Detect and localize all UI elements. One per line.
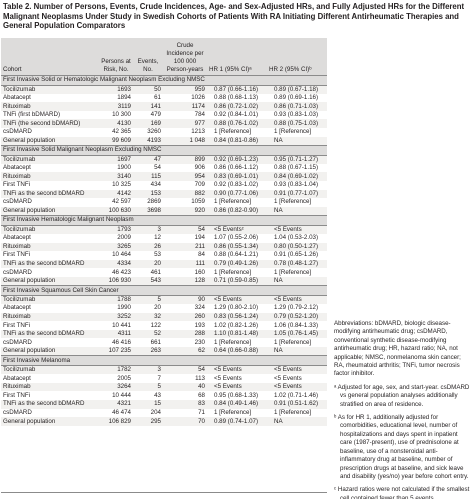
cell-hr1: 0.90 (0.77-1.06) <box>207 190 267 199</box>
cell-hr1: <5 Events <box>207 383 267 392</box>
cell-events: 7 <box>133 374 163 383</box>
section-header-row <box>1 75 327 85</box>
cell-persons: 1900 <box>99 164 133 173</box>
cell-hr2: 0.86 (0.71-1.03) <box>267 102 327 111</box>
table-row <box>1 198 327 207</box>
cell-crude-incidence: 1026 <box>163 94 207 103</box>
cell-hr2: 0.89 (0.69-1.16) <box>267 94 327 103</box>
cell-persons: 1782 <box>99 366 133 375</box>
cell-hr1: 0.86 (0.72-1.02) <box>207 102 267 111</box>
cell-cohort: General population <box>1 137 99 146</box>
table-row <box>1 164 327 173</box>
cell-events: 3260 <box>133 128 163 137</box>
table-row <box>1 400 327 409</box>
cell-crude-incidence: 70 <box>163 417 207 426</box>
cell-persons: 4334 <box>99 260 133 269</box>
cell-events: 122 <box>133 321 163 330</box>
cell-crude-incidence: 920 <box>163 207 207 216</box>
cell-events: 295 <box>133 417 163 426</box>
cell-events: 661 <box>133 338 163 347</box>
cell-cohort: Rituximab <box>1 313 99 322</box>
cell-events: 434 <box>133 181 163 190</box>
cell-persons: 1894 <box>99 94 133 103</box>
table-row <box>1 338 327 347</box>
cell-hr1: 0.86 (0.55-1.34) <box>207 243 267 252</box>
cell-crude-incidence: 784 <box>163 111 207 120</box>
cell-events: 3 <box>133 366 163 375</box>
cell-hr1: 0.84 (0.49-1.46) <box>207 400 267 409</box>
header-crude-incidence: Crude Incidence per 100 000 Person-years <box>163 38 207 75</box>
cell-events: 43 <box>133 391 163 400</box>
cell-crude-incidence: 1174 <box>163 102 207 111</box>
cell-hr2: 0.93 (0.83-1.04) <box>267 181 327 190</box>
cell-crude-incidence: 954 <box>163 172 207 181</box>
table-title-label: Table 2. <box>3 2 32 11</box>
footnote-a: ᵃ Adjusted for age, sex, and start-year. csDMARD vs general population analyses additionally stratified on area of residence. <box>334 383 470 408</box>
cell-cohort: Rituximab <box>1 102 99 111</box>
cell-events: 26 <box>133 243 163 252</box>
cell-cohort: Abatacept <box>1 234 99 243</box>
cell-cohort: csDMARD <box>1 409 99 418</box>
cell-persons: 4321 <box>99 400 133 409</box>
cell-cohort: csDMARD <box>1 268 99 277</box>
section-title: First Invasive Solid Malignant Neoplasm Excluding NMSC <box>1 145 327 155</box>
cell-hr1: 0.88 (0.64-1.21) <box>207 251 267 260</box>
cell-persons: 107 235 <box>99 347 133 356</box>
table-row <box>1 172 327 181</box>
cell-hr2: 1 [Reference] <box>267 268 327 277</box>
cell-cohort: First TNFi <box>1 391 99 400</box>
table-row <box>1 277 327 286</box>
cell-crude-incidence: 113 <box>163 374 207 383</box>
table-row <box>1 190 327 199</box>
cell-hr1: 0.87 (0.66-1.16) <box>207 85 267 94</box>
cell-cohort: General population <box>1 277 99 286</box>
cell-persons: 3140 <box>99 172 133 181</box>
cell-persons: 1697 <box>99 155 133 164</box>
section-header-row <box>1 356 327 366</box>
cell-persons: 10 325 <box>99 181 133 190</box>
cell-persons: 42 597 <box>99 198 133 207</box>
cell-cohort: Abatacept <box>1 164 99 173</box>
header-hr2: HR 2 (95% CI)ᵇ <box>267 38 327 75</box>
cell-hr2: 1.29 (0.79-2.12) <box>267 304 327 313</box>
cell-cohort: csDMARD <box>1 128 99 137</box>
cell-crude-incidence: 906 <box>163 164 207 173</box>
cell-hr2: 0.79 (0.52-1.20) <box>267 313 327 322</box>
cell-hr1: <5 Eventsᶜ <box>207 225 267 234</box>
cell-cohort: TNFi (first bDMARD) <box>1 111 99 120</box>
table-row <box>1 94 327 103</box>
section-title: First Invasive Hematologic Malignant Neoplasm <box>1 215 327 225</box>
table-row <box>1 181 327 190</box>
table-row <box>1 330 327 339</box>
cell-cohort: General population <box>1 347 99 356</box>
section-header-row <box>1 145 327 155</box>
cell-persons: 4142 <box>99 190 133 199</box>
table-row <box>1 347 327 356</box>
cell-persons: 10 444 <box>99 391 133 400</box>
cell-persons: 2005 <box>99 374 133 383</box>
cell-hr2: NA <box>267 137 327 146</box>
cell-hr1: 0.86 (0.82-0.90) <box>207 207 267 216</box>
cell-events: 543 <box>133 277 163 286</box>
cell-persons: 3119 <box>99 102 133 111</box>
header-persons: Persons at Risk, No. <box>99 38 133 75</box>
cell-cohort: csDMARD <box>1 338 99 347</box>
table-row <box>1 268 327 277</box>
cell-crude-incidence: 1 048 <box>163 137 207 146</box>
cell-hr1: 1 [Reference] <box>207 338 267 347</box>
section-header-row <box>1 285 327 295</box>
table-title-text: Number of Persons, Events, Crude Incidences, Age- and Sex-Adjusted HRs, and Fully Adjusted HRs for the Different Malignant Neoplasms Under Study in Swedish Cohorts of Patients With RA Initiating Different Antirheumatic Therapies and General Population Comparators <box>3 2 465 31</box>
header-hr1: HR 1 (95% CI)ᵃ <box>207 38 267 75</box>
cell-hr2: 0.88 (0.67-1.15) <box>267 164 327 173</box>
cell-hr1: 0.89 (0.74-1.07) <box>207 417 267 426</box>
table-row <box>1 313 327 322</box>
cell-crude-incidence: 62 <box>163 347 207 356</box>
cell-events: 3 <box>133 225 163 234</box>
cell-hr2: 0.78 (0.48-1.27) <box>267 260 327 269</box>
cell-crude-incidence: 1213 <box>163 128 207 137</box>
cell-crude-incidence: 977 <box>163 119 207 128</box>
cell-hr2: <5 Events <box>267 383 327 392</box>
cell-persons: 4311 <box>99 330 133 339</box>
cell-hr2: 1 [Reference] <box>267 198 327 207</box>
cell-hr1: 0.88 (0.68-1.13) <box>207 94 267 103</box>
cell-events: 32 <box>133 313 163 322</box>
cell-cohort: Rituximab <box>1 383 99 392</box>
section-title: First Invasive Solid or Hematologic Malignant Neoplasm Excluding NMSC <box>1 75 327 85</box>
table-row <box>1 207 327 216</box>
cell-hr2: NA <box>267 417 327 426</box>
cell-hr2: 1 [Reference] <box>267 338 327 347</box>
cell-cohort: Tocilizumab <box>1 85 99 94</box>
table-row <box>1 102 327 111</box>
cell-events: 169 <box>133 119 163 128</box>
cell-cohort: Abatacept <box>1 94 99 103</box>
cell-hr2: 1 [Reference] <box>267 128 327 137</box>
cell-hr1: 0.83 (0.69-1.01) <box>207 172 267 181</box>
cell-cohort: General population <box>1 207 99 216</box>
cell-events: 263 <box>133 347 163 356</box>
cell-events: 61 <box>133 94 163 103</box>
cell-hr2: <5 Events <box>267 366 327 375</box>
table-body <box>1 75 327 426</box>
table-row <box>1 260 327 269</box>
table-row <box>1 391 327 400</box>
section-title: First Invasive Melanoma <box>1 356 327 366</box>
table-row <box>1 155 327 164</box>
cell-hr2: 0.93 (0.83-1.03) <box>267 111 327 120</box>
cell-persons: 3265 <box>99 243 133 252</box>
table-row <box>1 417 327 426</box>
cell-hr1: 0.84 (0.81-0.86) <box>207 137 267 146</box>
cell-hr2: 0.91 (0.65-1.26) <box>267 251 327 260</box>
cell-hr1: 1 [Reference] <box>207 128 267 137</box>
cell-hr1: 0.71 (0.59-0.85) <box>207 277 267 286</box>
cell-persons: 10 300 <box>99 111 133 120</box>
table-notes <box>334 320 470 499</box>
cell-hr2: NA <box>267 277 327 286</box>
table-title <box>3 2 471 31</box>
cell-cohort: Abatacept <box>1 374 99 383</box>
cell-events: 115 <box>133 172 163 181</box>
cell-events: 54 <box>133 164 163 173</box>
cell-crude-incidence: 211 <box>163 243 207 252</box>
cell-events: 52 <box>133 330 163 339</box>
cell-events: 53 <box>133 251 163 260</box>
cell-events: 12 <box>133 234 163 243</box>
cell-events: 50 <box>133 85 163 94</box>
cell-crude-incidence: 84 <box>163 251 207 260</box>
cell-crude-incidence: 40 <box>163 383 207 392</box>
cell-hr2: 1 [Reference] <box>267 409 327 418</box>
cell-hr2: 0.89 (0.67-1.18) <box>267 85 327 94</box>
table-row <box>1 304 327 313</box>
cell-crude-incidence: 882 <box>163 190 207 199</box>
cell-hr2: 0.84 (0.69-1.02) <box>267 172 327 181</box>
results-table-container <box>1 38 327 426</box>
cell-events: 153 <box>133 190 163 199</box>
table-row <box>1 251 327 260</box>
cell-hr2: <5 Events <box>267 295 327 304</box>
cell-persons: 1990 <box>99 304 133 313</box>
cell-cohort: General population <box>1 417 99 426</box>
table-row <box>1 111 327 120</box>
cell-events: 5 <box>133 295 163 304</box>
cell-persons: 10 441 <box>99 321 133 330</box>
table-row <box>1 119 327 128</box>
cell-crude-incidence: 230 <box>163 338 207 347</box>
table-row <box>1 409 327 418</box>
cell-hr2: <5 Events <box>267 225 327 234</box>
cell-persons: 1693 <box>99 85 133 94</box>
footnote-c: ᶜ Hazard ratios were not calculated if the smallest cell contained fewer than 5 events. <box>334 486 470 499</box>
table-bottom-rule <box>1 492 327 493</box>
cell-crude-incidence: 83 <box>163 400 207 409</box>
cell-hr1: 0.64 (0.66-0.88) <box>207 347 267 356</box>
cell-hr2: 1.05 (0.76-1.45) <box>267 330 327 339</box>
cell-hr1: 0.92 (0.84-1.01) <box>207 111 267 120</box>
cell-cohort: Tocilizumab <box>1 295 99 304</box>
cell-hr1: 0.86 (0.66-1.12) <box>207 164 267 173</box>
table-row <box>1 85 327 94</box>
section-title: First Invasive Squamous Cell Skin Cancer <box>1 285 327 295</box>
cell-crude-incidence: 260 <box>163 313 207 322</box>
cell-hr1: 1 [Reference] <box>207 198 267 207</box>
table-row <box>1 137 327 146</box>
cell-hr2: 1.02 (0.71-1.46) <box>267 391 327 400</box>
cell-events: 479 <box>133 111 163 120</box>
cell-cohort: Abatacept <box>1 304 99 313</box>
cell-cohort: Tocilizumab <box>1 155 99 164</box>
cell-cohort: First TNFi <box>1 251 99 260</box>
cell-hr1: 0.88 (0.76-1.02) <box>207 119 267 128</box>
cell-persons: 1788 <box>99 295 133 304</box>
header-cohort: Cohort <box>1 38 99 75</box>
cell-hr1: 1 [Reference] <box>207 409 267 418</box>
cell-persons: 106 829 <box>99 417 133 426</box>
cell-hr2: 0.91 (0.51-1.62) <box>267 400 327 409</box>
cell-cohort: Rituximab <box>1 172 99 181</box>
cell-persons: 46 416 <box>99 338 133 347</box>
cell-cohort: Tocilizumab <box>1 225 99 234</box>
table-row <box>1 225 327 234</box>
cell-crude-incidence: 111 <box>163 260 207 269</box>
cell-hr2: <5 Events <box>267 374 327 383</box>
cell-hr2: 0.88 (0.75-1.03) <box>267 119 327 128</box>
cell-hr2: NA <box>267 347 327 356</box>
cell-persons: 10 464 <box>99 251 133 260</box>
cell-cohort: TNFi as the second bDMARD <box>1 260 99 269</box>
cell-hr1: 0.92 (0.83-1.02) <box>207 181 267 190</box>
cell-cohort: TNFi as the second bDMARD <box>1 190 99 199</box>
cell-cohort: TNFi as the second bDMARD <box>1 400 99 409</box>
cell-hr1: 1.10 (0.81-1.48) <box>207 330 267 339</box>
cell-persons: 3264 <box>99 383 133 392</box>
cell-hr1: 1.02 (0.82-1.26) <box>207 321 267 330</box>
cell-events: 141 <box>133 102 163 111</box>
cell-hr1: 0.92 (0.69-1.23) <box>207 155 267 164</box>
cell-cohort: TNFi (the second bDMARD) <box>1 119 99 128</box>
cell-crude-incidence: 899 <box>163 155 207 164</box>
cell-hr1: 0.79 (0.49-1.26) <box>207 260 267 269</box>
cell-persons: 46 474 <box>99 409 133 418</box>
cell-events: 2869 <box>133 198 163 207</box>
footnote-b: ᵇ As for HR 1, additionally adjusted for comorbidities, educational level, number of hospitalizations and days spent in inpatient care (1987-present), use of prednisolone at baseline, use of a nonsteroidal anti-inflammatory drug at baseline, number of prescription drugs at baseline, and sick leave and disability (yes/no) year before cohort entry. <box>334 414 469 480</box>
cell-cohort: First TNFi <box>1 321 99 330</box>
table-row <box>1 366 327 375</box>
cell-crude-incidence: 193 <box>163 321 207 330</box>
cell-crude-incidence: 54 <box>163 366 207 375</box>
section-header-row <box>1 215 327 225</box>
cell-cohort: Tocilizumab <box>1 366 99 375</box>
cell-crude-incidence: 1059 <box>163 198 207 207</box>
cell-hr2: 0.95 (0.71-1.27) <box>267 155 327 164</box>
cell-events: 3698 <box>133 207 163 216</box>
cell-cohort: First TNFi <box>1 181 99 190</box>
cell-events: 4193 <box>133 137 163 146</box>
table-row <box>1 321 327 330</box>
cell-crude-incidence: 160 <box>163 268 207 277</box>
cell-hr1: 0.83 (0.56-1.24) <box>207 313 267 322</box>
cell-hr1: <5 Events <box>207 295 267 304</box>
cell-hr1: <5 Events <box>207 374 267 383</box>
cell-crude-incidence: 324 <box>163 304 207 313</box>
cell-hr2: 1.06 (0.84-1.33) <box>267 321 327 330</box>
cell-hr2: 0.80 (0.50-1.27) <box>267 243 327 252</box>
cell-crude-incidence: 90 <box>163 295 207 304</box>
cell-hr1: 1.29 (0.80-2.10) <box>207 304 267 313</box>
cell-events: 5 <box>133 383 163 392</box>
cell-hr1: 1 [Reference] <box>207 268 267 277</box>
table-row <box>1 128 327 137</box>
results-table <box>1 38 327 426</box>
cell-crude-incidence: 288 <box>163 330 207 339</box>
cell-persons: 1793 <box>99 225 133 234</box>
cell-crude-incidence: 709 <box>163 181 207 190</box>
cell-events: 20 <box>133 304 163 313</box>
cell-hr2: 0.91 (0.77-1.07) <box>267 190 327 199</box>
cell-cohort: csDMARD <box>1 198 99 207</box>
cell-persons: 42 365 <box>99 128 133 137</box>
cell-hr1: <5 Events <box>207 366 267 375</box>
cell-events: 20 <box>133 260 163 269</box>
cell-crude-incidence: 128 <box>163 277 207 286</box>
cell-persons: 100 630 <box>99 207 133 216</box>
cell-cohort: TNFi as the second bDMARD <box>1 330 99 339</box>
cell-crude-incidence: 194 <box>163 234 207 243</box>
header-events: Events, No. <box>133 38 163 75</box>
table-row <box>1 374 327 383</box>
table-header-row <box>1 38 327 75</box>
cell-crude-incidence: 68 <box>163 391 207 400</box>
cell-crude-incidence: 959 <box>163 85 207 94</box>
cell-cohort: Rituximab <box>1 243 99 252</box>
cell-persons: 3252 <box>99 313 133 322</box>
cell-events: 461 <box>133 268 163 277</box>
cell-persons: 106 930 <box>99 277 133 286</box>
cell-persons: 4130 <box>99 119 133 128</box>
cell-hr1: 1.07 (0.55-2.06) <box>207 234 267 243</box>
cell-hr1: 0.95 (0.68-1.33) <box>207 391 267 400</box>
cell-events: 204 <box>133 409 163 418</box>
cell-hr2: NA <box>267 207 327 216</box>
cell-crude-incidence: 71 <box>163 409 207 418</box>
cell-persons: 2009 <box>99 234 133 243</box>
table-row <box>1 383 327 392</box>
cell-persons: 99 609 <box>99 137 133 146</box>
table-row <box>1 243 327 252</box>
cell-hr2: 1.04 (0.53-2.03) <box>267 234 327 243</box>
cell-events: 15 <box>133 400 163 409</box>
table-row <box>1 234 327 243</box>
cell-events: 47 <box>133 155 163 164</box>
cell-crude-incidence: 54 <box>163 225 207 234</box>
cell-persons: 46 423 <box>99 268 133 277</box>
abbreviations-note: Abbreviations: bDMARD, biologic disease-modifying antirheumatic drug; csDMARD, conventional synthetic disease-modifying antirheumatic drug; HR, hazard ratio; NA, not applicable; NMSC, nonmelanoma skin cancer; RA, rheumatoid arthritis; TNFi, tumor necrosis factor inhibitor. <box>334 320 461 378</box>
table-row <box>1 295 327 304</box>
